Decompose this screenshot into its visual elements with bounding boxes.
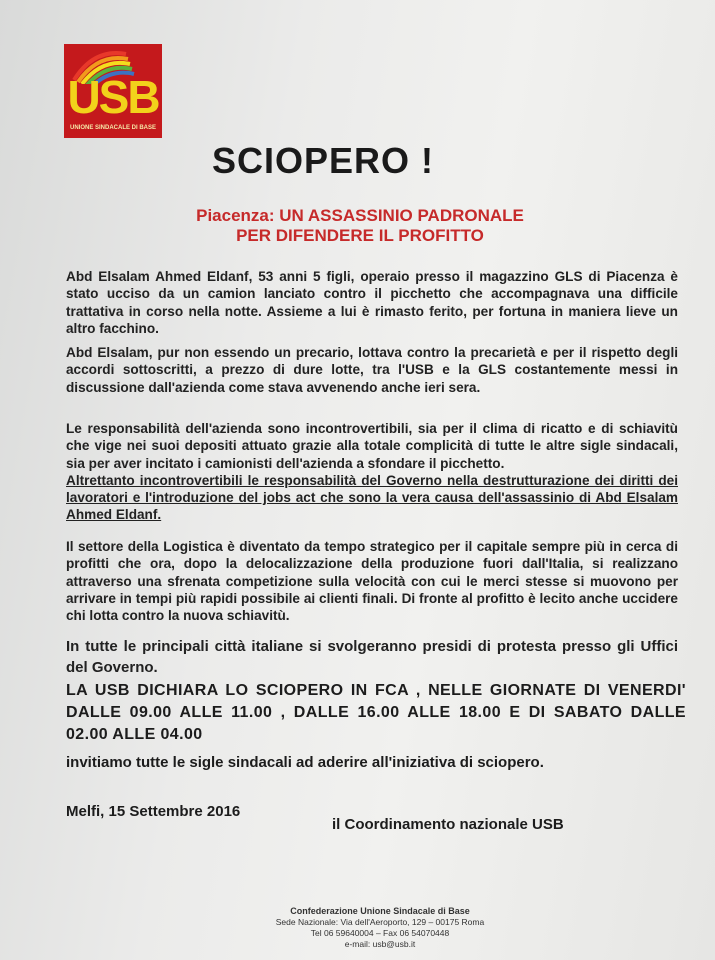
headline-line-2: PER DIFENDERE IL PROFITTO [236, 226, 484, 245]
footer-phone: Tel 06 59640004 – Fax 06 54070448 [310, 928, 450, 938]
logo-wordmark: USB [67, 71, 159, 123]
headline-line-1: Piacenza: UN ASSASSINIO PADRONALE [196, 206, 524, 225]
usb-logo [64, 44, 162, 138]
logo-subtitle: UNIONE SINDACALE DI BASE [69, 125, 156, 131]
signature: il Coordinamento nazionale USB [332, 816, 564, 833]
footer-address: Sede Nazionale: Via dell'Aeroporto, 129 – 00175 Roma [275, 917, 485, 927]
paragraph-1: Abd Elsalam Ahmed Eldanf, 53 anni 5 figli, operaio presso il magazzino GLS di Piacenza è stato ucciso da un camion lanciato contro il picchetto che accompagnava una difficile trattativa in corso nella notte. Assieme a lui è rimasto ferito, per fortuna in maniera lieve un altro facchino. [66, 269, 678, 336]
page-title: SCIOPERO ! [212, 140, 435, 181]
footer [230, 906, 530, 950]
paragraph-5: In tutte le principali città italiane si svolgeranno presidi di protesta presso gli Uffici del Governo. [66, 638, 678, 676]
paragraph-2: Abd Elsalam, pur non essendo un precario, lottava contro la precarietà e per il rispetto degli accordi sottoscritti, a prezzo di dure lotte, tra l'USB e la GLS costantemente messi in discussione dall'azienda come stava avvenendo anche ieri sera. [66, 345, 678, 395]
paragraph-3 [66, 420, 678, 524]
paragraph-3-underlined: Altrettanto incontrovertibili le responsabilità del Governo nella destrutturazione dei diritti dei lavoratori e l'introduzione del jobs act che sono la vera causa dell'assassinio di Abd Elsalam Ahmed Eldanf. [66, 472, 678, 523]
footer-email: e-mail: usb@usb.it [344, 939, 416, 949]
headline [100, 206, 620, 246]
date-line: Melfi, 15 Settembre 2016 [66, 803, 241, 820]
invitation: invitiamo tutte le sigle sindacali ad aderire all'iniziativa di sciopero. [66, 754, 544, 771]
footer-org: Confederazione Unione Sindacale di Base [290, 906, 470, 916]
paragraph-3-text: Le responsabilità dell'azienda sono incontrovertibili, sia per il clima di ricatto e di schiavitù che vige nei suoi depositi attuato grazie alla totale complicità di tutte le altre sigle sindacali, sia per aver incitato i camionisti dell'azienda a sfondare il picchetto. [66, 421, 678, 471]
strike-declaration: LA USB DICHIARA LO SCIOPERO IN FCA , NELLE GIORNATE DI VENERDI' DALLE 09.00 ALLE 11.00 , DALLE 16.00 ALLE 18.00 E DI SABATO DALLE 02.00 ALLE 04.00 [66, 682, 686, 743]
paragraph-4: Il settore della Logistica è diventato da tempo strategico per il capitale sempre più in cerca di profitti che ora, dopo la delocalizzazione della produzione fuori dall'Italia, si realizzano attraverso una sfrenata competizione sulla velocità con cui le merci stesse si muovono per arrivare in tempi più rapidi possibile ai clienti finali. Di fronte al profitto è lecito anche uccidere chi lotta contro la nuova schiavitù. [66, 539, 678, 624]
